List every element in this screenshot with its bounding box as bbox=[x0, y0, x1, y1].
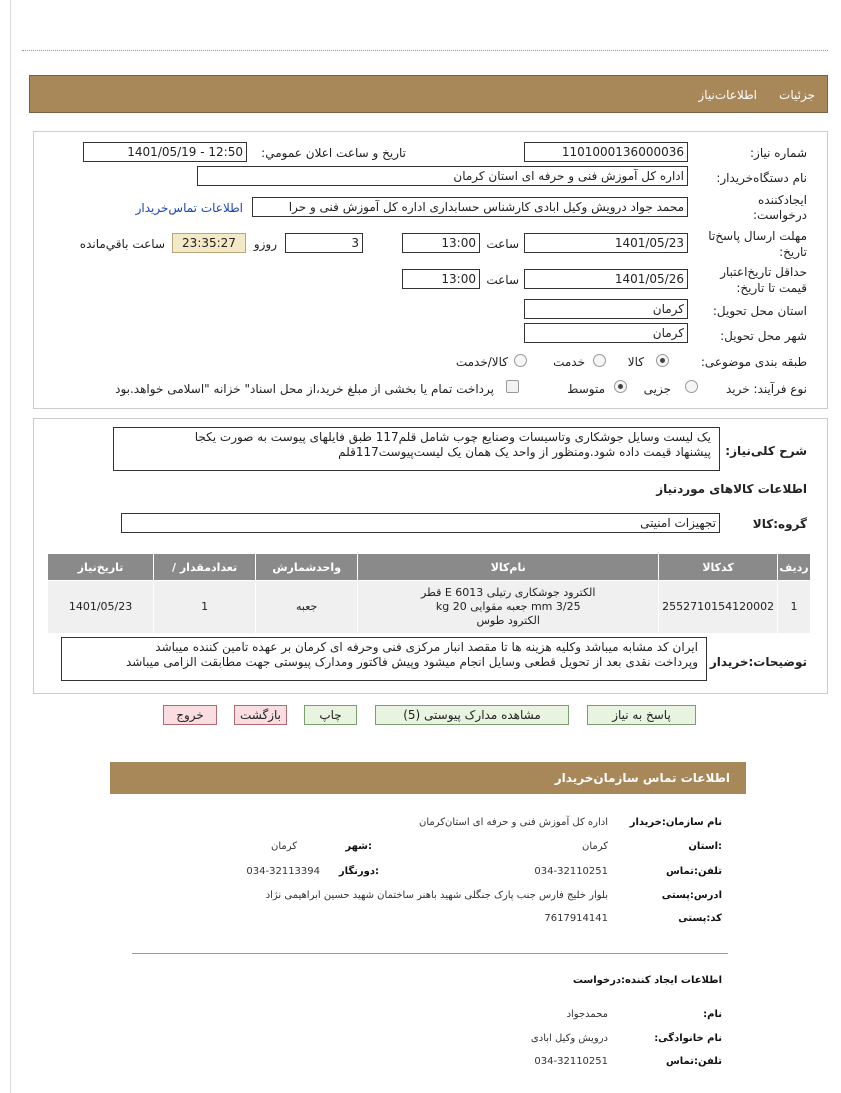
contact-province-value: کرمان bbox=[581, 841, 608, 852]
process-label: نوع فرآیند: خرید bbox=[726, 382, 807, 396]
need-number-field: 1101000136000036 bbox=[524, 142, 688, 162]
cell-qty: 1 bbox=[154, 581, 256, 634]
process-small-label: جزیی bbox=[643, 382, 671, 396]
announce-datetime-field: 1401/05/19 - 12:50 bbox=[83, 142, 247, 162]
remaining-timer: 23:35:27 bbox=[172, 233, 246, 253]
tab-need-info[interactable]: اطلاعات‌نیاز bbox=[698, 88, 757, 102]
cell-name bbox=[358, 581, 659, 634]
top-divider bbox=[22, 50, 828, 51]
col-code: کدکالا bbox=[659, 554, 778, 581]
contact-address-value: بلوار خلیج فارس جنب پارک جنگلی شهید باهنر ساختمان شهید حسین ابراهیمی نژاد bbox=[265, 890, 608, 901]
city-label: شهر محل تحویل: bbox=[720, 329, 807, 343]
description-line-1: یک لیست وسایل جوشکاری وتاسیسات وصنایع چوب شامل قلم117 طبق فایلهای پیوست به صورت یکجا bbox=[194, 430, 711, 444]
group-field: تجهیزات امنیتی bbox=[121, 513, 720, 533]
city-field: کرمان bbox=[524, 323, 688, 343]
contact-city-label: :شهر bbox=[345, 841, 372, 852]
print-button[interactable]: چاپ bbox=[304, 705, 357, 725]
buyer-notes-line-2: وپرداخت نقدی بعد از تحویل قطعی وسایل انجام میشود وپیش فاکتور ومدارک پیوستی جهت مطابقت الزامی میباشد bbox=[125, 655, 698, 669]
cell-name-line-2: 3/25 mm جعبه مقوایی 20 kg bbox=[435, 600, 581, 613]
col-row: ردیف bbox=[778, 554, 811, 581]
description-label: شرح کلی‌نیاز: bbox=[725, 444, 807, 458]
need-number-label: شماره نیاز: bbox=[750, 146, 807, 160]
creator-phone-value: 034-32110251 bbox=[534, 1056, 608, 1067]
attachments-button[interactable]: مشاهده مدارک پیوستی (5) bbox=[375, 705, 569, 725]
buyer-notes-box bbox=[61, 637, 707, 681]
deadline-time-field: 13:00 bbox=[402, 233, 480, 253]
creator-phone-label: تلفن:تماس bbox=[665, 1056, 722, 1067]
process-medium-label: متوسط bbox=[567, 382, 605, 396]
group-label: گروه:کالا bbox=[752, 517, 807, 531]
category-both-radio[interactable] bbox=[514, 354, 527, 367]
goods-info-title: اطلاعات کالاهای موردنیاز bbox=[656, 482, 807, 496]
cell-name-line-3: الکترود طوس bbox=[476, 614, 540, 627]
col-unit: واحدشمارش bbox=[256, 554, 358, 581]
days-label: روزو bbox=[253, 237, 277, 251]
deadline-date-field: 1401/05/23 bbox=[524, 233, 688, 253]
col-name: نام‌کالا bbox=[358, 554, 659, 581]
deadline-time-label: ساعت bbox=[486, 237, 519, 251]
category-goods-label: کالا bbox=[627, 355, 644, 369]
col-qty: تعدادمقدار / bbox=[154, 554, 256, 581]
cell-name-line-1: الکترود جوشکاری رتیلی E 6013 قطر bbox=[421, 586, 596, 599]
buyer-org-label: نام دستگاه‌خریدار: bbox=[716, 171, 807, 185]
contact-phone-value: 034-32110251 bbox=[534, 866, 608, 877]
exit-button[interactable]: خروج bbox=[163, 705, 217, 725]
remaining-label: ساعت باقي‌مانده bbox=[79, 237, 165, 251]
contact-city-value: کرمان bbox=[270, 841, 297, 852]
header-bar bbox=[29, 75, 828, 113]
validity-date-field: 1401/05/26 bbox=[524, 269, 688, 289]
page-left-border bbox=[10, 0, 11, 1093]
process-medium-radio[interactable] bbox=[614, 380, 627, 393]
creator-label-1: ایجادکننده bbox=[758, 193, 807, 207]
validity-label-1: حداقل تاریخ‌اعتبار bbox=[720, 265, 807, 279]
buyer-notes-line-1: ایران کد مشابه میباشد وکلیه هزینه ها تا مقصد انبار مرکزی فنی وحرفه ای کرمان بر عهده تامین کننده میباشد bbox=[155, 640, 698, 654]
cell-unit: جعبه bbox=[256, 581, 358, 634]
description-line-2: پیشنهاد قیمت داده شود.ومنظور از واحد یک همان یک لیست‌پیوست117قلم bbox=[338, 445, 711, 459]
table-header-row bbox=[48, 554, 811, 581]
category-label: طبقه بندی موضوعی: bbox=[700, 355, 807, 369]
days-field: 3 bbox=[285, 233, 363, 253]
creator-field: محمد جواد درویش وکیل ابادی کارشناس حسابداری اداره کل آموزش فنی و حرا bbox=[252, 197, 688, 217]
province-label: استان محل تحویل: bbox=[712, 304, 807, 318]
buyer-org-field: اداره کل آموزش فنی و حرفه ای استان کرمان bbox=[197, 166, 688, 186]
buyer-notes-label: توضیحات:خریدار bbox=[709, 655, 807, 669]
category-service-label: خدمت bbox=[553, 355, 585, 369]
category-both-label: کالا/خدمت bbox=[455, 355, 508, 369]
buyer-contact-link[interactable]: اطلاعات تماس‌خریدار bbox=[135, 201, 243, 215]
cell-date: 1401/05/23 bbox=[48, 581, 154, 634]
cell-code: 2552710154120002 bbox=[659, 581, 778, 634]
table-row bbox=[48, 581, 811, 634]
deadline-label-1: مهلت ارسال پاسخ‌تا bbox=[708, 229, 807, 243]
contact-title: اطلاعات تماس سازمان‌خریدار bbox=[554, 771, 730, 785]
contact-province-label: :استان bbox=[688, 841, 722, 852]
payment-note: پرداخت تمام یا بخشی از مبلغ خرید،از محل اسناد" خزانه "اسلامی خواهد.بود bbox=[115, 382, 494, 396]
contact-org-value: اداره کل آموزش فنی و حرفه ای استان‌کرمان bbox=[419, 817, 608, 828]
contact-fax-label: :دورنگار bbox=[338, 866, 379, 877]
deadline-label-2: تاریخ: bbox=[779, 245, 807, 259]
contact-postal-label: کد:پستی bbox=[678, 913, 722, 924]
creator-family-value: درویش وکیل ابادی bbox=[530, 1033, 608, 1044]
payment-checkbox[interactable] bbox=[506, 380, 519, 393]
category-service-radio[interactable] bbox=[593, 354, 606, 367]
validity-time-label: ساعت bbox=[486, 273, 519, 287]
items-table bbox=[47, 553, 811, 634]
description-box bbox=[113, 427, 720, 471]
contact-title-bar bbox=[110, 762, 746, 794]
creator-family-label: نام خانوادگی: bbox=[654, 1033, 722, 1044]
contact-postal-value: 7617914141 bbox=[544, 913, 608, 924]
tab-details[interactable]: جزئیات bbox=[779, 88, 815, 102]
back-button[interactable]: بازگشت bbox=[234, 705, 287, 725]
contact-phone-label: تلفن:تماس bbox=[665, 866, 722, 877]
validity-time-field: 13:00 bbox=[402, 269, 480, 289]
contact-address-label: ادرس:پستی bbox=[661, 890, 722, 901]
category-goods-radio[interactable] bbox=[656, 354, 669, 367]
cell-row: 1 bbox=[778, 581, 811, 634]
announce-label: تاریخ و ساعت اعلان عمومي: bbox=[261, 146, 406, 160]
section-divider bbox=[132, 953, 728, 954]
creator-name-label: نام: bbox=[703, 1009, 722, 1020]
province-field: کرمان bbox=[524, 299, 688, 319]
contact-fax-value: 034-32113394 bbox=[246, 866, 320, 877]
validity-label-2: قیمت تا تاریخ: bbox=[736, 281, 807, 295]
creator-info-title: اطلاعات ایجاد کننده:درخواست bbox=[572, 975, 722, 986]
creator-label-2: درخواست: bbox=[753, 208, 807, 222]
reply-button[interactable]: پاسخ به نیاز bbox=[587, 705, 696, 725]
process-small-radio[interactable] bbox=[685, 380, 698, 393]
contact-org-label: نام سازمان:خریدار bbox=[629, 817, 722, 828]
col-date: تاریخ‌نیاز bbox=[48, 554, 154, 581]
creator-name-value: محمدجواد bbox=[566, 1009, 608, 1020]
